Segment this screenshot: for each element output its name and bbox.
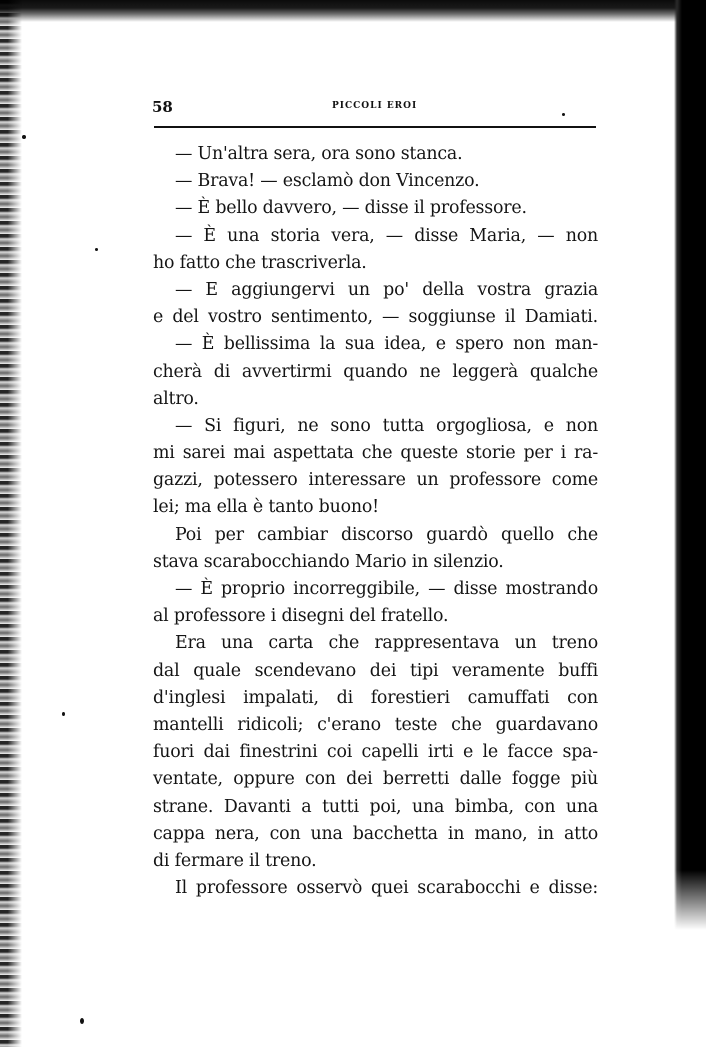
- text-line: ho fatto che trascriverla.: [153, 252, 367, 273]
- scan-left-edge: [0, 0, 22, 1047]
- scan-top-edge: [0, 0, 706, 22]
- text-line: al professore i disegni del fratello.: [153, 606, 449, 627]
- scan-speck: [95, 248, 98, 251]
- running-head: [152, 98, 598, 128]
- header-rule: [154, 126, 596, 128]
- text-line: lei; ma ella è tanto buono!: [153, 497, 379, 518]
- text-line: Poi per cambiar discorso guardò quello che: [175, 524, 598, 545]
- text-line: e del vostro sentimento, — soggiunse il Damiati.: [153, 307, 598, 328]
- text-line: ventate, oppure con dei berretti dalle fogge più: [153, 769, 598, 790]
- text-line: — È proprio incorreggibile, — disse mostrando: [175, 579, 598, 599]
- text-line: dal quale scendevano dei tipi veramente buffi: [153, 660, 598, 681]
- text-line: — È una storia vera, — disse Maria, — non: [175, 225, 598, 246]
- text-line: stava scarabocchiando Mario in silenzio.: [153, 551, 504, 572]
- scan-speck: [80, 1018, 84, 1024]
- text-line: strane. Davanti a tutti poi, una bimba, con una: [153, 796, 598, 817]
- body-text: [153, 141, 598, 902]
- scan-right-edge-fade: [674, 870, 706, 1047]
- text-line: fuori dai finestrini coi capelli irti e le facce spa-: [153, 742, 598, 763]
- text-line: altro.: [153, 388, 199, 409]
- text-line: gazzi, potessero interessare un professore come: [153, 470, 598, 491]
- text-line: — È bellissima la sua idea, e spero non man-: [175, 334, 598, 355]
- scan-speck: [62, 712, 65, 716]
- text-line: cappa nera, con una bacchetta in mano, in atto: [153, 823, 598, 844]
- text-line: Era una carta che rappresentava un treno: [175, 633, 598, 654]
- text-line: Il professore osservò quei scarabocchi e disse:: [175, 878, 598, 899]
- text-line: mi sarei mai aspettata che queste storie per i ra-: [153, 443, 598, 464]
- text-line: — Si figuri, ne sono tutta orgogliosa, e non: [175, 415, 598, 436]
- text-line: — Un'altra sera, ora sono stanca.: [175, 144, 463, 164]
- text-line: — Brava! — esclamò don Vincenzo.: [175, 171, 480, 192]
- text-line: mantelli ridicoli; c'erano teste che guardavano: [153, 714, 598, 735]
- scan-speck: [22, 135, 26, 139]
- text-line: — È bello davvero, — disse il professore.: [175, 198, 527, 219]
- text-line: — E aggiungervi un po' della vostra grazia: [175, 279, 598, 300]
- text-line: cherà di avvertirmi quando ne leggerà qualche: [153, 361, 598, 382]
- text-line: di fermare il treno.: [153, 850, 317, 871]
- text-line: d'inglesi impalati, di forestieri camuffati con: [153, 687, 598, 708]
- running-title: PICCOLI EROI: [332, 101, 418, 111]
- page-number: 58: [152, 98, 173, 116]
